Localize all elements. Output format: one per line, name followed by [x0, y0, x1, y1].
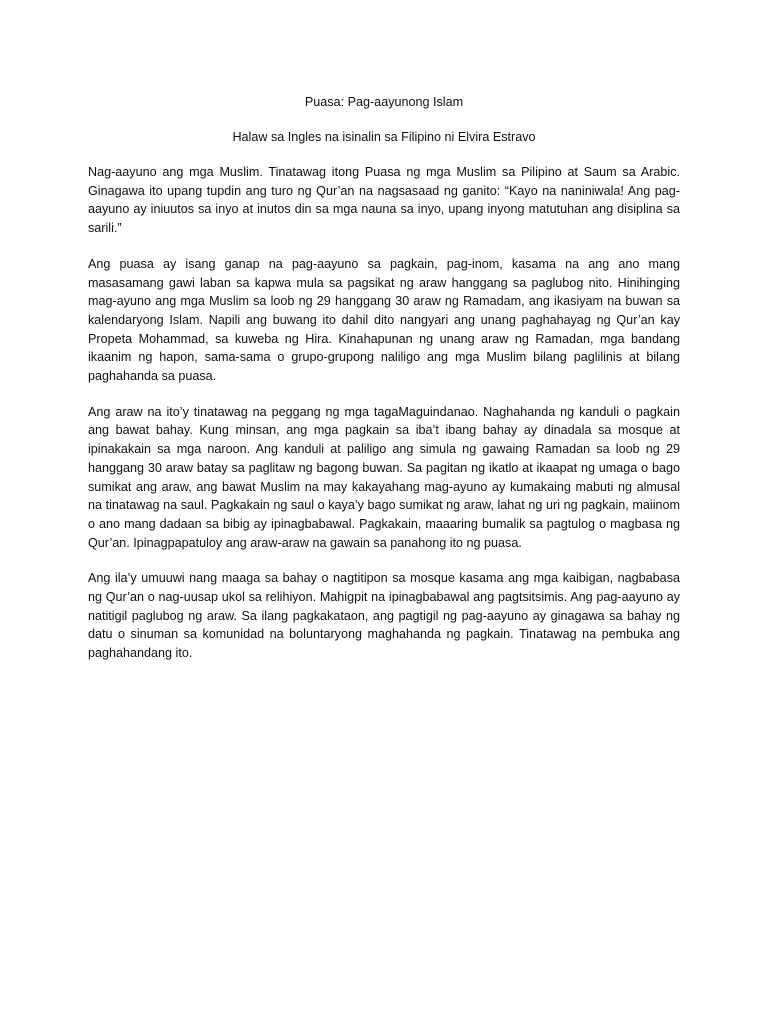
- paragraph-1: Nag-aayuno ang mga Muslim. Tinatawag itong Puasa ng mga Muslim sa Pilipino at Saum sa Arabic. Ginagawa ito upang tupdin ang turo ng Qur’an na nagsasaad ng ganito: “Kayo na naniniwala! Ang pag-aayuno ay iniuutos sa inyo at inutos din sa mga nauna sa inyo, upang inyong matutuhan ang disiplina sa sarili.”: [88, 165, 680, 236]
- document-subtitle: Halaw sa Ingles na isinalin sa Filipino ni Elvira Estravo: [232, 130, 536, 144]
- paragraph-4: Ang ila’y umuuwi nang maaga sa bahay o nagtitipon sa mosque kasama ang mga kaibigan, nagbabasa ng Qur’an o nag-uusap ukol sa relihiyon. Mahigpit na ipinagbabawal ang pagtsitsimis. Ang pag-aayuno ay natitigil paglubog ng araw. Sa ilang pagkakataon, ang pagtigil ng pag-aayuno ay ginagawa sa bahay ng datu o sinuman sa komunidad na boluntaryong maghahanda ng pagkain. Tinatawag na pembuka ang paghahandang ito.: [88, 571, 680, 661]
- paragraph-3: Ang araw na ito’y tinatawag na peggang ng mga tagaMaguindanao. Naghahanda ng kanduli o pagkain ang bawat bahay. Kung minsan, ang mga pagkain sa iba’t ibang bahay ay dinadala sa mosque at ipinakakain sa mga naroon. Ang kanduli at paliligo ang simula ng gawaing Ramadan sa loob ng 29 hanggang 30 araw batay sa paglitaw ng bagong buwan. Sa pagitan ng ikatlo at ikaapat ng umaga o bago sumikat ang araw, ang bawat Muslim na may kakayahang mag-ayuno ay kumakaing mabuti ng almusal na tinatawag na saul. Pagkakain ng saul o kaya’y bago sumikat ng araw, lahat ng uri ng pagkain, maiinom o ano mang dadaan sa bibig ay ipinagbabawal. Pagkakain, maaaring bumalik sa pagtulog o magbasa ng Qur’an. Ipinagpapatuloy ang araw-araw na gawain sa panahong ito ng puasa.: [88, 404, 680, 550]
- document-body: [88, 93, 680, 680]
- paragraph-2: Ang puasa ay isang ganap na pag-aayuno sa pagkain, pag-inom, kasama na ang ano mang masasamang gawi laban sa kapwa mula sa pagsikat ng araw hanggang sa paglubog nito. Hinihinging mag-ayuno ang mga Muslim sa loob ng 29 hanggang 30 araw ng Ramadam, ang ikasiyam na buwan sa kalendaryong Islam. Napili ang buwang ito dahil dito nangyari ang unang paghahayag ng Qur’an kay Propeta Mohammad, sa kuweba ng Hira. Kinahapunan ng unang araw ng Ramadan, mga bandang ikaanim ng hapon, sama-sama o grupo-grupong naliligo ang mga Muslim bilang paglilinis at bilang paghahanda sa puasa.: [88, 256, 680, 384]
- document-title: Puasa: Pag-aayunong Islam: [304, 95, 464, 109]
